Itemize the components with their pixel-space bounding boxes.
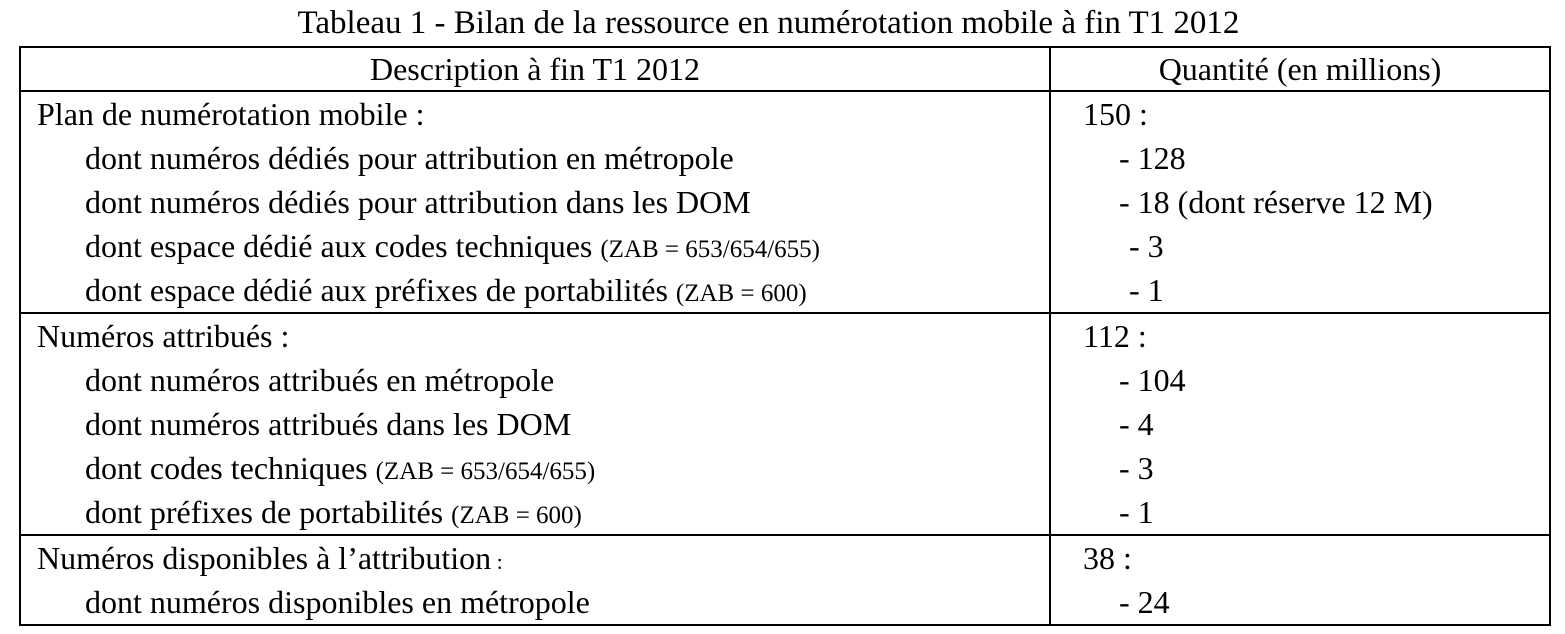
detail-value: - 3	[1119, 450, 1154, 486]
detail-value: - 104	[1119, 362, 1186, 398]
quantity-header: Quantité (en millions)	[1050, 47, 1550, 91]
resource-table	[19, 46, 1551, 626]
section-total: 112 :	[1083, 318, 1147, 354]
description-header: Description à fin T1 2012	[20, 47, 1050, 91]
detail-value: - 18 (dont réserve 12 M)	[1119, 184, 1433, 220]
section-description-cell	[20, 535, 1050, 625]
detail-value: - 24	[1119, 584, 1170, 620]
detail-line: dont numéros attribués dans les DOM	[85, 406, 572, 442]
section-numeros-disponibles	[20, 535, 1550, 625]
section-description-cell	[20, 313, 1050, 535]
detail-line: dont numéros dédiés pour attribution en métropole	[85, 140, 734, 176]
detail-value: - 4	[1119, 406, 1154, 442]
section-total: 38 :	[1083, 540, 1132, 576]
detail-value: - 1	[1119, 494, 1154, 530]
detail-line: dont numéros dédiés pour attribution dans les DOM	[85, 184, 751, 220]
section-plan-numerotation	[20, 91, 1550, 313]
section-heading: Numéros disponibles à l’attribution :	[37, 540, 503, 576]
detail-value: - 1	[1129, 272, 1164, 308]
detail-line: dont préfixes de portabilités (ZAB = 600)	[85, 494, 582, 530]
section-quantity-cell	[1050, 535, 1550, 625]
detail-value: - 128	[1119, 140, 1186, 176]
section-description-cell	[20, 91, 1050, 313]
section-quantity-cell	[1050, 313, 1550, 535]
section-numeros-attribues	[20, 313, 1550, 535]
detail-line: dont espace dédié aux codes techniques (ZAB = 653/654/655)	[85, 228, 821, 264]
section-heading: Plan de numérotation mobile :	[37, 96, 425, 132]
detail-value: - 3	[1129, 228, 1164, 264]
detail-line: dont numéros disponibles en métropole	[85, 584, 590, 620]
detail-line: dont codes techniques (ZAB = 653/654/655)	[85, 450, 596, 486]
section-total: 150 :	[1083, 96, 1148, 132]
detail-line: dont numéros attribués en métropole	[85, 362, 555, 398]
detail-line: dont espace dédié aux préfixes de portabilités (ZAB = 600)	[85, 272, 807, 308]
section-quantity-cell	[1050, 91, 1550, 313]
table-title: Tableau 1 - Bilan de la ressource en numérotation mobile à fin T1 2012	[297, 5, 1240, 41]
header-row	[20, 47, 1550, 91]
section-heading: Numéros attribués :	[37, 318, 290, 354]
